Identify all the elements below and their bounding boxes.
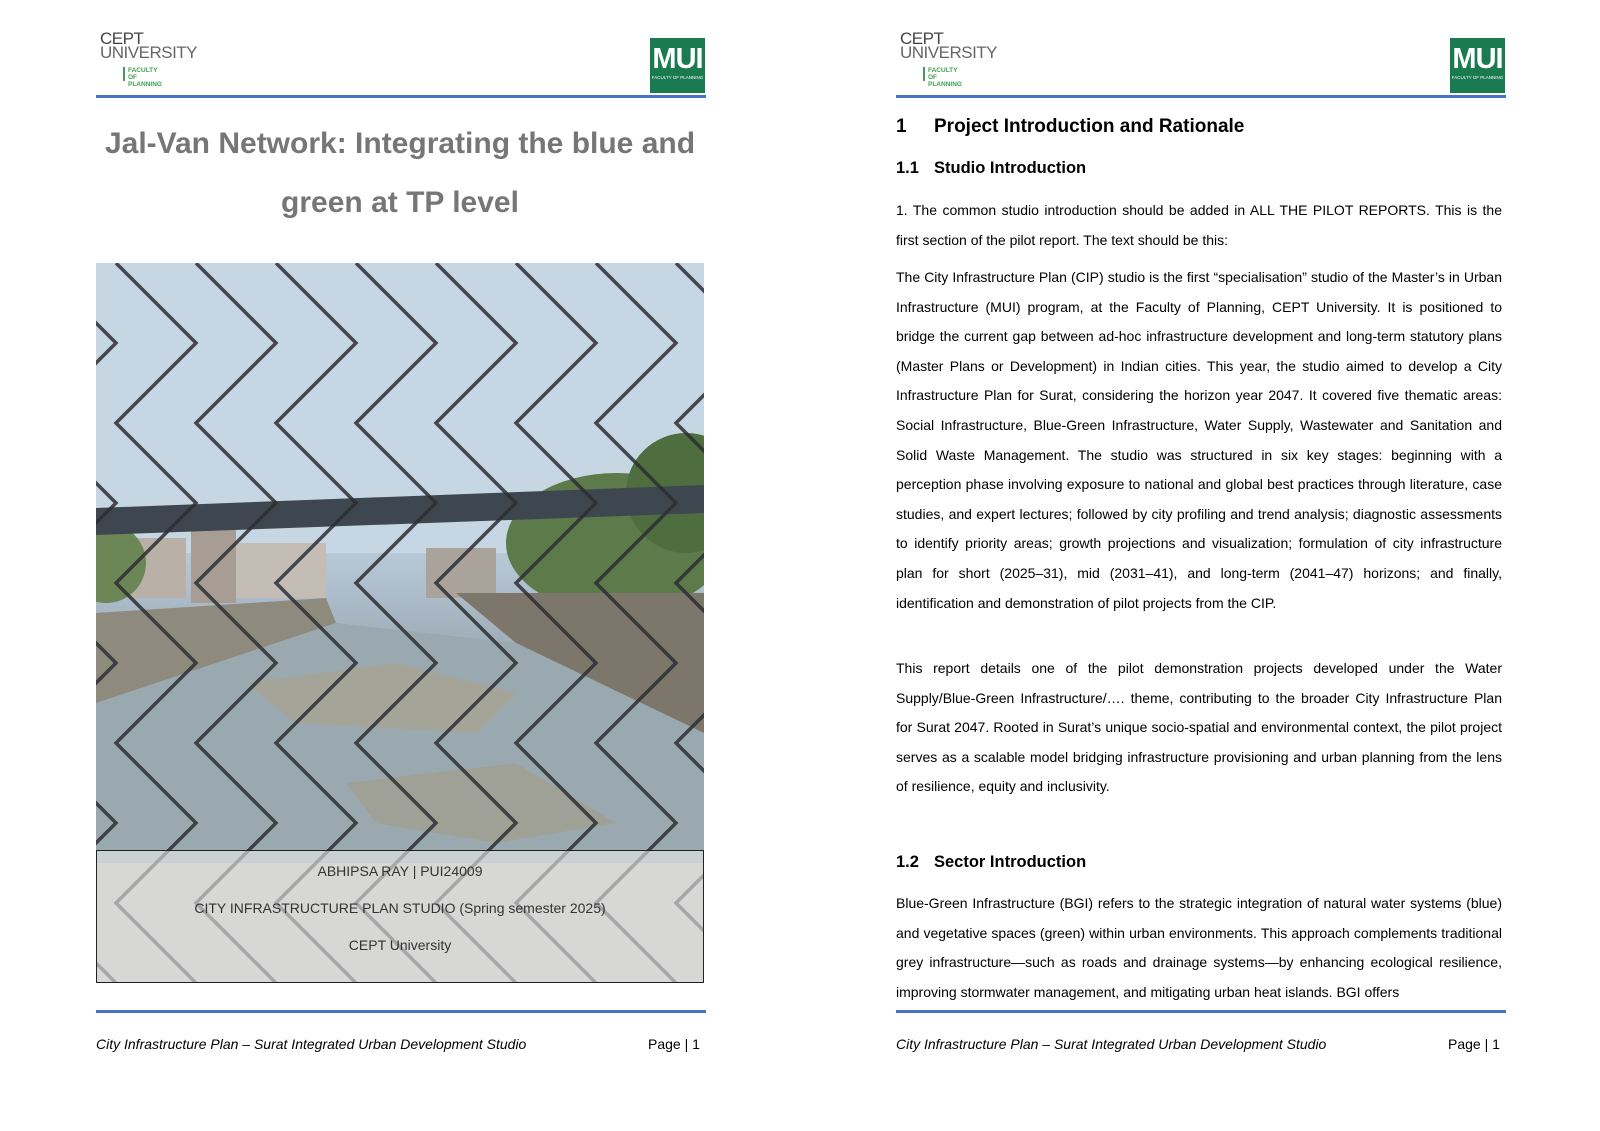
paragraph: Blue-Green Infrastructure (BGI) refers to the strategic integration of natural water systems (blue) and vegetative spaces (green) within urban environments. This approach complements traditional grey infrastructure—such as roads and drainage systems—by enhancing ecological resilience, improving stormwater management, and mitigating urban heat islands. BGI offers xyxy=(896,895,1502,1000)
footer-text: City Infrastructure Plan – Surat Integrated Urban Development Studio xyxy=(896,1036,1327,1052)
header-divider xyxy=(896,95,1506,98)
logo-text: MUI xyxy=(652,43,703,75)
subsection-heading: 1.2 Sector Introduction xyxy=(896,853,1087,871)
header-divider xyxy=(96,95,706,98)
logo-text: MUI xyxy=(1452,43,1503,75)
footer-text: City Infrastructure Plan – Surat Integrated Urban Development Studio xyxy=(96,1036,527,1052)
logo-text: FACULTY OF PLANNING xyxy=(1451,75,1504,80)
document-title: Jal-Van Network: Integrating the blue and green at TP level xyxy=(104,127,696,219)
logo-text: FACULTY OF PLANNING xyxy=(928,67,962,88)
logo-text: UNIVERSITY xyxy=(100,43,198,62)
subsection-heading: 1.1 Studio Introduction xyxy=(896,159,1087,177)
paragraph: This report details one of the pilot demonstration projects developed under the Water Supply/Blue-Green Infrastructure/…. theme, contributing to the broader City Infrastructure Plan for Surat 2047. Rooted in Surat’s unique socio-spatial and environmental context, the pilot project serves as a scalable model bridging infrastructure provisioning and urban planning from the lens of resilience, equity and inclusivity. xyxy=(896,660,1502,795)
page-number: Page | 1 xyxy=(648,1036,700,1052)
footer-divider xyxy=(896,1010,1506,1013)
cept-university-logo xyxy=(100,29,200,88)
page-number: Page | 1 xyxy=(1448,1036,1500,1052)
institution-line: CEPT University xyxy=(348,937,452,953)
studio-line: CITY INFRASTRUCTURE PLAN STUDIO (Spring semester 2025) xyxy=(194,900,606,916)
paragraph: The City Infrastructure Plan (CIP) studio is the first “specialisation” studio of the Master’s in Urban Infrastructure (MUI) program, at the Faculty of Planning, CEPT University. It is positioned to bridge the current gap between ad-hoc infrastructure development and long-term statutory plans (Master Plans or Development) in Indian cities. This year, the studio aimed to develop a City Infrastructure Plan for Surat, considering the horizon year 2047. It covered five thematic areas: Social Infrastructure, Blue-Green Infrastructure, Water Supply, Wastewater and Sanitation and Solid Waste Management. The studio was structured in six key stages: beginning with a perception phase involving exposure to national and global best practices through literature, case studies, and expert lectures; followed by city profiling and trend analysis; diagnostic assessments to identify priority areas; growth projections and visualization; formulation of city infrastructure plan for short (2025–31), mid (2031–41), and long-term (2041–47) horizons; and finally, identification and demonstration of pilot projects from the CIP. xyxy=(896,269,1502,611)
mui-logo xyxy=(650,38,705,93)
logo-text: FACULTY OF PLANNING xyxy=(651,75,704,80)
logo-text: CEPT xyxy=(900,29,944,48)
cept-university-logo xyxy=(900,29,1000,88)
cover-info-box xyxy=(96,850,704,983)
section-heading: 1 Project Introduction and Rationale xyxy=(896,116,1245,137)
logo-text: FACULTY OF PLANNING xyxy=(128,67,162,88)
paragraph: 1. The common studio introduction should be added in ALL THE PILOT REPORTS. This is the first section of the pilot report. The text should be this: xyxy=(896,202,1502,248)
mui-logo xyxy=(1450,38,1505,93)
footer-divider xyxy=(96,1010,706,1013)
logo-text: CEPT xyxy=(100,29,144,48)
author-line: ABHIPSA RAY | PUI24009 xyxy=(317,863,483,879)
logo-text: UNIVERSITY xyxy=(900,43,998,62)
